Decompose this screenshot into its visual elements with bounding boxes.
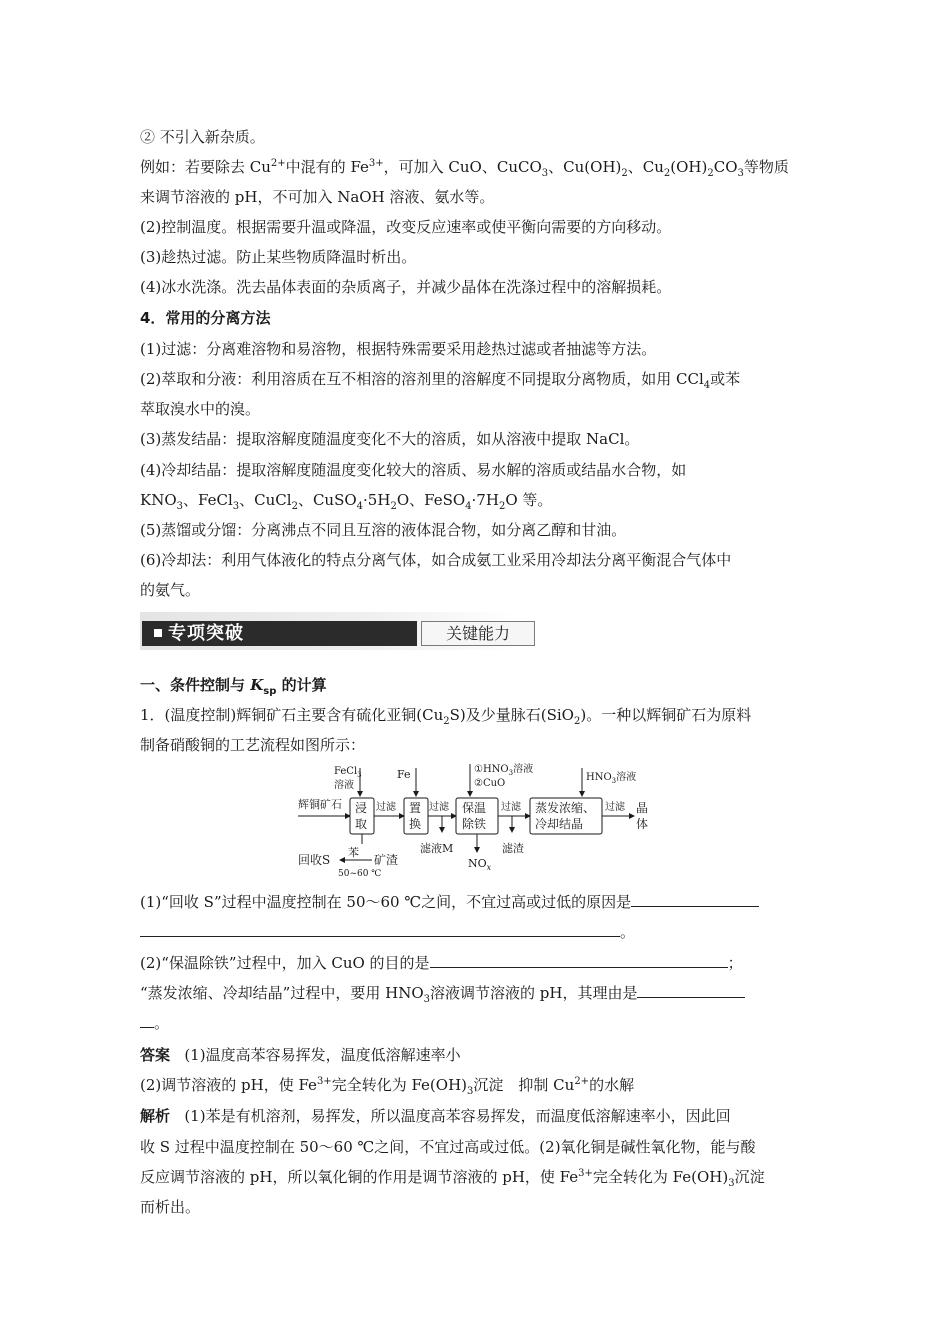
reagent-cuo: ②CuO	[474, 778, 506, 789]
reagent-hno3-1: $①HNO_3$溶液	[474, 764, 534, 777]
banner-subtitle: 关键能力	[445, 624, 510, 643]
question-part: (2)“保温除铁”过程中，加入 CuO 的目的是 ；	[140, 954, 743, 972]
step-evaporate-label2: 冷却结晶	[535, 817, 584, 831]
step-displacement-char1: 置	[409, 801, 422, 815]
banner-title: 专项突破	[168, 623, 244, 644]
text-line: 萃取溴水中的溴。	[140, 400, 261, 418]
answer-line: 答案 (1)温度高苯容易挥发，温度低溶解速率小	[140, 1046, 461, 1064]
product-char2: 体	[636, 817, 649, 831]
text-line: ② 不引入新杂质。	[140, 128, 265, 146]
question-part: 。	[140, 922, 635, 942]
temperature-label: 50~60 ℃	[338, 869, 382, 879]
step-leaching-char2: 取	[355, 817, 368, 831]
step-evaporate-label1: 蒸发浓缩、	[535, 801, 596, 815]
residue-label: 滤渣	[502, 842, 524, 855]
section-heading: 4．常用的分离方法	[140, 309, 271, 327]
reagent-fecl3-solution: 溶液	[334, 780, 354, 791]
filtrate-m-label: 滤液M	[420, 842, 454, 855]
answer-blank[interactable]	[430, 953, 728, 968]
process-flow-diagram	[290, 760, 665, 880]
analysis-line: 收 S 过程中温度控制在 50～60 ℃之间，不宜过高或过低。(2)氧化铜是碱性氧化物，能与酸	[140, 1138, 756, 1156]
input-label: 辉铜矿石	[298, 798, 342, 811]
text-line: 例如：若要除去 $Cu^{2+}$中混有的 $Fe^{3+}$，可加入 CuO、CuCO$_3$、$Cu(OH)_2$、$Cu_2(OH)_2CO_3$等物质	[140, 158, 789, 179]
filter-label: 过滤	[605, 802, 625, 813]
text-line: (5)蒸馏或分馏：分离沸点不同且互溶的液体混合物，如分离乙醇和甘油。	[140, 521, 627, 539]
step-displacement-char2: 换	[409, 817, 422, 831]
text-line: (4)冰水洗涤。洗去晶体表面的杂质离子，并减少晶体在洗涤过程中的溶解损耗。	[140, 278, 672, 296]
reagent-fe: Fe	[397, 768, 411, 781]
section-banner	[140, 612, 516, 650]
benzene-label: 苯	[348, 846, 359, 859]
answer-line: (2)调节溶液的 pH，使 $Fe^{3+}$完全转化为 $Fe(OH)_3$沉淀 抑制 $Cu^{2+}$的水解	[140, 1076, 635, 1097]
text-line: (2)控制温度。根据需要升温或降温，改变反应速率或使平衡向需要的方向移动。	[140, 218, 672, 236]
analysis-line: 而析出。	[140, 1198, 201, 1216]
text-line: (3)蒸发结晶：提取溶解度随温度变化不大的溶质，如从溶液中提取 NaCl。	[140, 430, 640, 448]
question-part: “蒸发浓缩、冷却结晶”过程中，要用 $HNO_3$溶液调节溶液的 pH，其理由是	[140, 983, 745, 1003]
step-heat-label1: 保温	[462, 801, 487, 815]
question-line: 制备硝酸铜的工艺流程如图所示：	[140, 736, 366, 754]
filter-label: 过滤	[429, 802, 449, 813]
text-line: (3)趁热过滤。防止某些物质降温时析出。	[140, 248, 417, 266]
question-part: (1)“回收 S”过程中温度控制在 50～60 ℃之间，不宜过高或过低的原因是	[140, 892, 759, 912]
text-line: (1)过滤：分离难溶物和易溶物，根据特殊需要采用趁热过滤或者抽滤等方法。	[140, 340, 657, 358]
text-line: (4)冷却结晶：提取溶解度随温度变化较大的溶质、易水解的溶质或结晶水合物，如	[140, 461, 687, 479]
square-bullet-icon	[154, 629, 162, 637]
step-heat-label2: 除铁	[462, 817, 487, 831]
analysis-line: 解析 (1)苯是有机溶剂，易挥发，所以温度高苯容易挥发，而温度低溶解速率小，因此回	[140, 1107, 731, 1125]
text-line: (6)冷却法：利用气体液化的特点分离气体，如合成氨工业采用冷却法分离平衡混合气体中	[140, 551, 732, 569]
product-char1: 晶	[636, 801, 649, 815]
question-part: 。	[140, 1013, 169, 1033]
text-line: 的氨气。	[140, 581, 201, 599]
section-heading: 一、条件控制与 $K_{sp}$ 的计算	[140, 676, 327, 697]
text-line: $KNO_3$、FeCl$_3$、CuCl$_2$、$CuSO_4\cdot 5H_2O$、$FeSO_4\cdot 7H_2O$ 等。	[140, 491, 553, 512]
reagent-fecl3: FeCl$_3$	[334, 766, 362, 779]
text-line: 来调节溶液的 pH，不可加入 NaOH 溶液、氨水等。	[140, 188, 495, 206]
mineral-residue-label: 矿渣	[374, 853, 399, 867]
answer-blank[interactable]	[637, 983, 745, 998]
filter-label: 过滤	[376, 802, 396, 813]
text-line: (2)萃取和分液：利用溶质在互不相溶的溶剂里的溶解度不同提取分离物质，如用 CCl$_4$或苯	[140, 370, 741, 391]
answer-blank[interactable]	[140, 922, 620, 937]
analysis-line: 反应调节溶液的 pH，所以氧化铜的作用是调节溶液的 pH，使 $Fe^{3+}$完全转化为 $Fe(OH)_3$沉淀	[140, 1168, 765, 1189]
nox-label: $NO_x$	[468, 857, 492, 872]
recover-s-label: 回收S	[298, 853, 331, 867]
reagent-hno3-2: $HNO_3$溶液	[586, 772, 637, 785]
answer-blank[interactable]	[140, 1013, 154, 1028]
step-leaching-char1: 浸	[355, 801, 368, 815]
answer-blank[interactable]	[631, 892, 759, 907]
filter-label: 过滤	[501, 802, 521, 813]
question-line: 1．(温度控制)辉铜矿石主要含有硫化亚铜$(Cu_2S)$及少量脉石(SiO$_2$)。一种以辉铜矿石为原料	[140, 706, 752, 727]
